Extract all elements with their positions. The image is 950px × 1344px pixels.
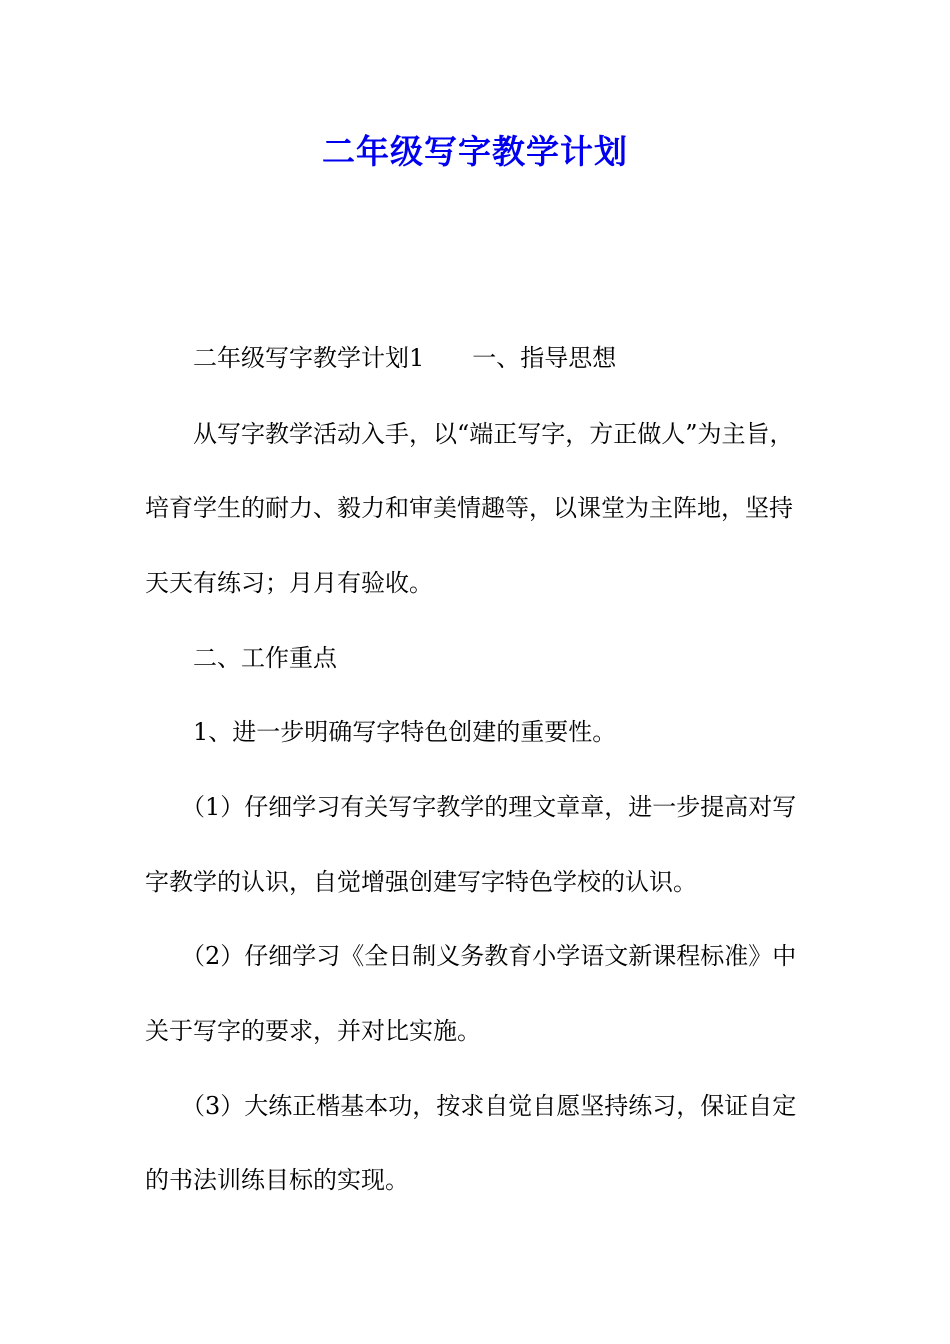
document-title: 二年级写字教学计划 [322, 132, 628, 171]
section-heading-work-focus: 二、工作重点 [193, 644, 337, 672]
plan-number-label: 二年级写字教学计划1 [193, 344, 425, 372]
text-line: 1、进一步明确写字特色创建的重要性。 [193, 718, 617, 746]
text-line: 从写字教学活动入手，以“端正写字，方正做人”为主旨， [193, 420, 794, 448]
text-line: 关于写字的要求，并对比实施。 [145, 1017, 481, 1045]
text-line: 字教学的认识，自觉增强创建写字特色学校的认识。 [145, 868, 697, 896]
paragraph-heading-1 [193, 342, 863, 374]
text-line: （3）大练正楷基本功，按求自觉自愿坚持练习，保证自定 [181, 1092, 797, 1120]
text-line: 的书法训练目标的实现。 [145, 1166, 409, 1194]
text-line: 培育学生的耐力、毅力和审美情趣等，以课堂为主阵地，坚持 [145, 494, 793, 522]
text-line: （1）仔细学习有关写字教学的理文章章，进一步提高对写 [181, 793, 797, 821]
text-line: 天天有练习；月月有验收。 [145, 569, 433, 597]
text-line: （2）仔细学习《全日制义务教育小学语文新课程标准》中 [181, 942, 797, 970]
section-heading-guiding-thought: 一、指导思想 [472, 344, 617, 372]
